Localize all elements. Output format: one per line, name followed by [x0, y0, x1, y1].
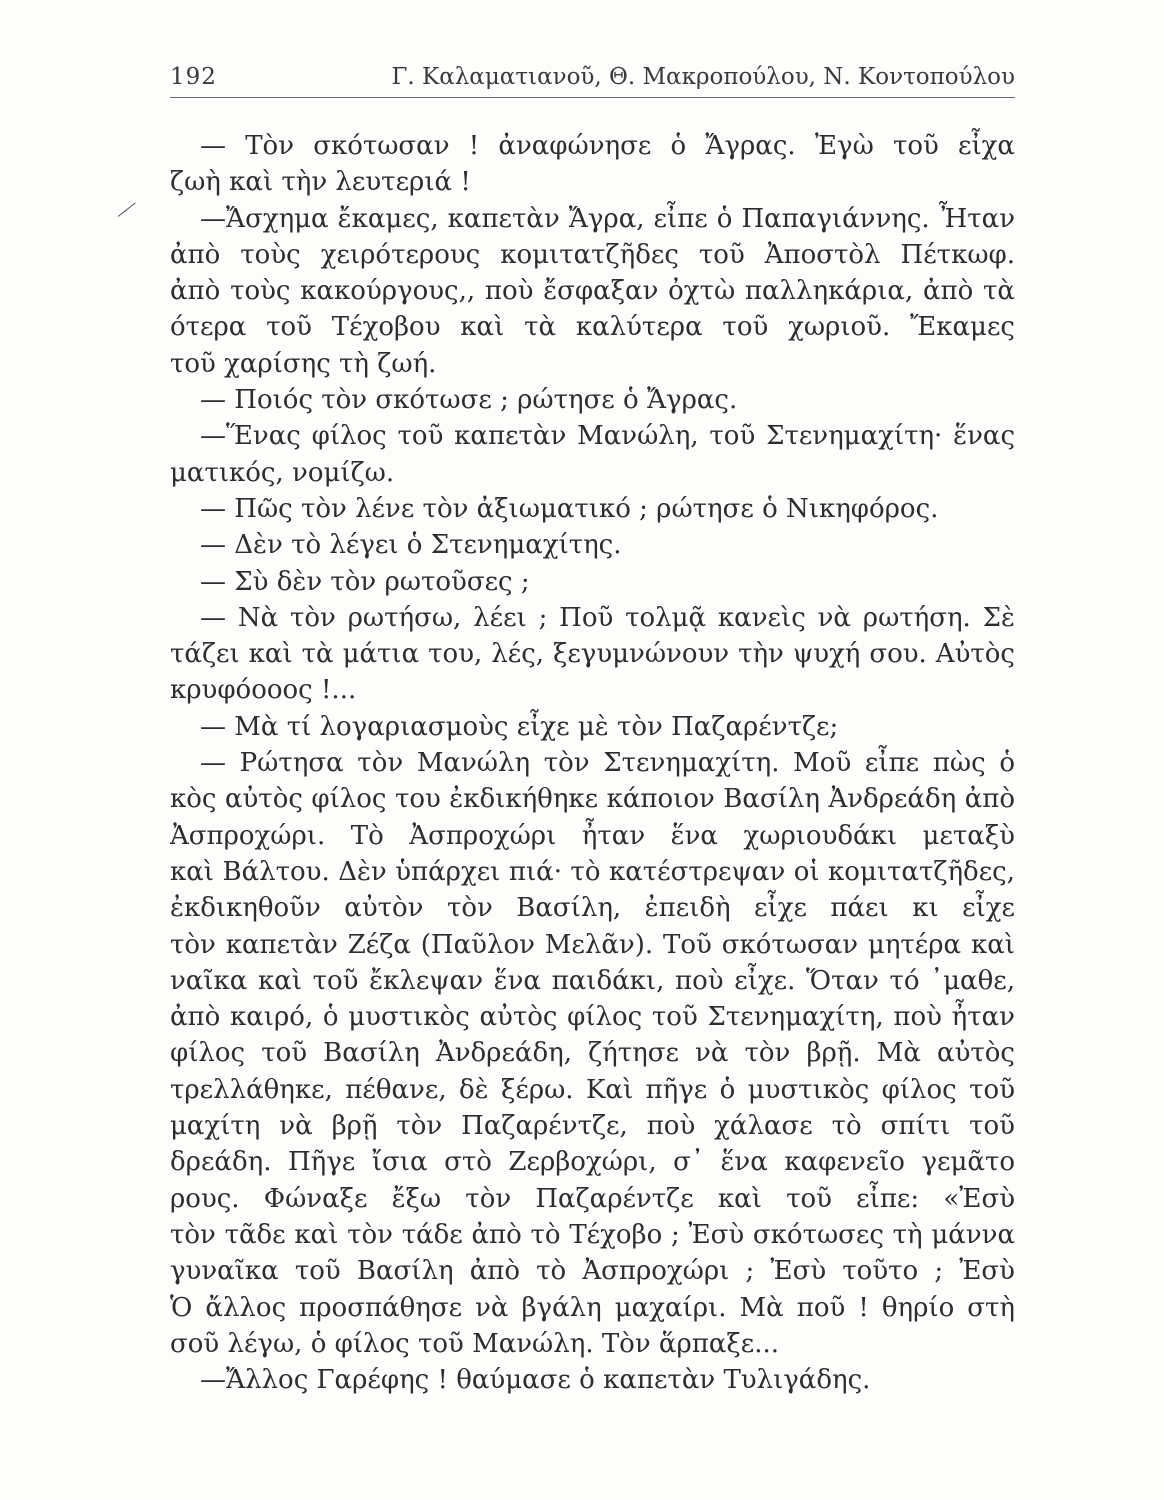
text-line: σοῦ λέγω, ὁ φίλος τοῦ Μανώλη. Τὸν ἅρπαξε...: [170, 1328, 779, 1359]
margin-pencil-mark: [118, 203, 136, 217]
header-rule: [170, 97, 1015, 98]
text-line: — Τὸν σκότωσαν ! ἀναφώνησε ὁ Ἄγρας. Ἐγὼ τοῦ εἶχα: [200, 131, 1015, 161]
text-line: Ὁ ἄλλος προσπάθησε νὰ βγάλη μαχαίρι. Μὰ ποῦ ! θηρίο στὴ: [170, 1292, 1015, 1323]
text-line: ἀπὸ καιρό, ὁ μυστικὸς αὐτὸς φίλος τοῦ Στενημαχίτη, ποὺ ἦταν: [170, 1002, 1015, 1033]
text-line: —Ἄσχημα ἔκαμες, καπετὰν Ἄγρα, εἶπε ὁ Παπαγιάννης. Ἦταν: [200, 203, 1015, 234]
text-line: — Δὲν τὸ λέγει ὁ Στενημαχίτης.: [200, 530, 622, 561]
text-line: ἀπὸ τοὺς χειρότερους κομιτατζῆδες τοῦ Ἀποστὸλ Πέτκωφ.: [170, 239, 1015, 270]
text-line: — Νὰ τὸν ρωτήσω, λέει ; Ποῦ τολμᾷ κανεὶς νὰ ρωτήση. Σὲ: [200, 602, 1015, 633]
text-line: μαχίτη νὰ βρῇ τὸν Παζαρέντζε, ποὺ χάλασε τὸ σπίτι τοῦ: [170, 1111, 1015, 1142]
text-line: —Ἕνας φίλος τοῦ καπετὰν Μανώλη, τοῦ Στενημαχίτη· ἕνας: [200, 421, 1015, 452]
text-line: ρους. Φώναξε ἔξω τὸν Παζαρέντζε καὶ τοῦ εἶπε: «Ἐσὺ: [170, 1183, 1015, 1214]
text-line: Ἀσπροχώρι. Τὸ Ἀσπροχώρι ἦταν ἕνα χωριουδάκι μεταξὺ: [170, 820, 1015, 851]
text-line: φίλος τοῦ Βασίλη Ἀνδρεάδη, ζήτησε νὰ τὸν βρῇ. Μὰ αὐτὸς: [170, 1038, 1015, 1069]
text-line: τὸν τᾶδε καὶ τὸν τάδε ἀπὸ τὸ Τέχοβο ; Ἐσὺ σκότωσες τὴ μάννα: [170, 1219, 1015, 1250]
text-line: κρυφόοοος !...: [170, 675, 357, 706]
text-line: γυναῖκα τοῦ Βασίλη ἀπὸ τὸ Ἀσπροχώρι ; Ἐσὺ τοῦτο ; Ἐσὺ: [170, 1256, 1015, 1287]
text-line: τοῦ χαρίσης τὴ ζωή.: [170, 348, 437, 379]
text-line: — Πῶς τὸν λένε τὸν ἀξιωματικό ; ρώτησε ὁ Νικηφόρος.: [200, 493, 939, 524]
text-line: — Σὺ δὲν τὸν ρωτοῦσες ;: [200, 566, 530, 597]
page-header: [170, 60, 1015, 100]
text-line: τρελλάθηκε, πέθανε, δὲ ξέρω. Καὶ πῆγε ὁ μυστικὸς φίλος τοῦ: [170, 1074, 1015, 1105]
text-line: — Ποιός τὸν σκότωσε ; ρώτησε ὁ Ἄγρας.: [200, 385, 738, 416]
page-number: 192: [170, 64, 217, 90]
text-line: ἀπὸ τοὺς κακούργους,, ποὺ ἔσφαξαν ὀχτὼ παλληκάρια, ἀπὸ τὰ: [170, 276, 1015, 307]
text-line: τάζει καὶ τὰ μάτια του, λές, ξεγυμνώνουν τὴν ψυχή σου. Αὐτὸς: [170, 639, 1015, 670]
text-line: —Ἄλλος Γαρέφης ! θαύμασε ὁ καπετὰν Τυλιγάδης.: [200, 1365, 871, 1396]
text-line: ότερα τοῦ Τέχοβου καὶ τὰ καλύτερα τοῦ χωριοῦ. Ἔκαμες: [170, 312, 1015, 343]
text-line: ἐκδικηθοῦν αὐτὸν τὸν Βασίλη, ἐπειδὴ εἶχε πάει κι εἶχε: [170, 893, 1015, 924]
text-line: ματικός, νομίζω.: [170, 457, 395, 488]
text-line: ναῖκα καὶ τοῦ ἔκλεψαν ἕνα παιδάκι, ποὺ εἶχε. Ὅταν τό ᾿μαθε,: [170, 965, 1015, 996]
text-line: τὸν καπετὰν Ζέζα (Παῦλον Μελᾶν). Τοῦ σκότωσαν μητέρα καὶ: [170, 929, 1015, 960]
text-line: καὶ Βάλτου. Δὲν ὑπάρχει πιά· τὸ κατέστρεψαν οἱ κομιτατζῆδες,: [170, 856, 1015, 887]
text-line: κὸς αὐτὸς φίλος του ἐκδικήθηκε κάποιον Βασίλη Ἀνδρεάδη ἀπὸ: [170, 784, 1015, 815]
text-line: — Ρώτησα τὸν Μανώλη τὸν Στενημαχίτη. Μοῦ εἶπε πὼς ὁ: [200, 748, 1015, 779]
body-text: [170, 128, 1015, 1398]
running-head-authors: Γ. Καλαματιανοῦ, Θ. Μακροπούλου, Ν. Κοντοπούλου: [391, 64, 1015, 90]
text-line: — Μὰ τί λογαριασμοὺς εἶχε μὲ τὸν Παζαρέντζε;: [200, 711, 839, 742]
text-line: δρεάδη. Πῆγε ἴσια στὸ Ζερβοχώρι, σ᾿ ἕνα καφενεῖο γεμᾶτο: [170, 1147, 1015, 1178]
text-line: ζωὴ καὶ τὴν λευτεριά !: [170, 167, 471, 198]
